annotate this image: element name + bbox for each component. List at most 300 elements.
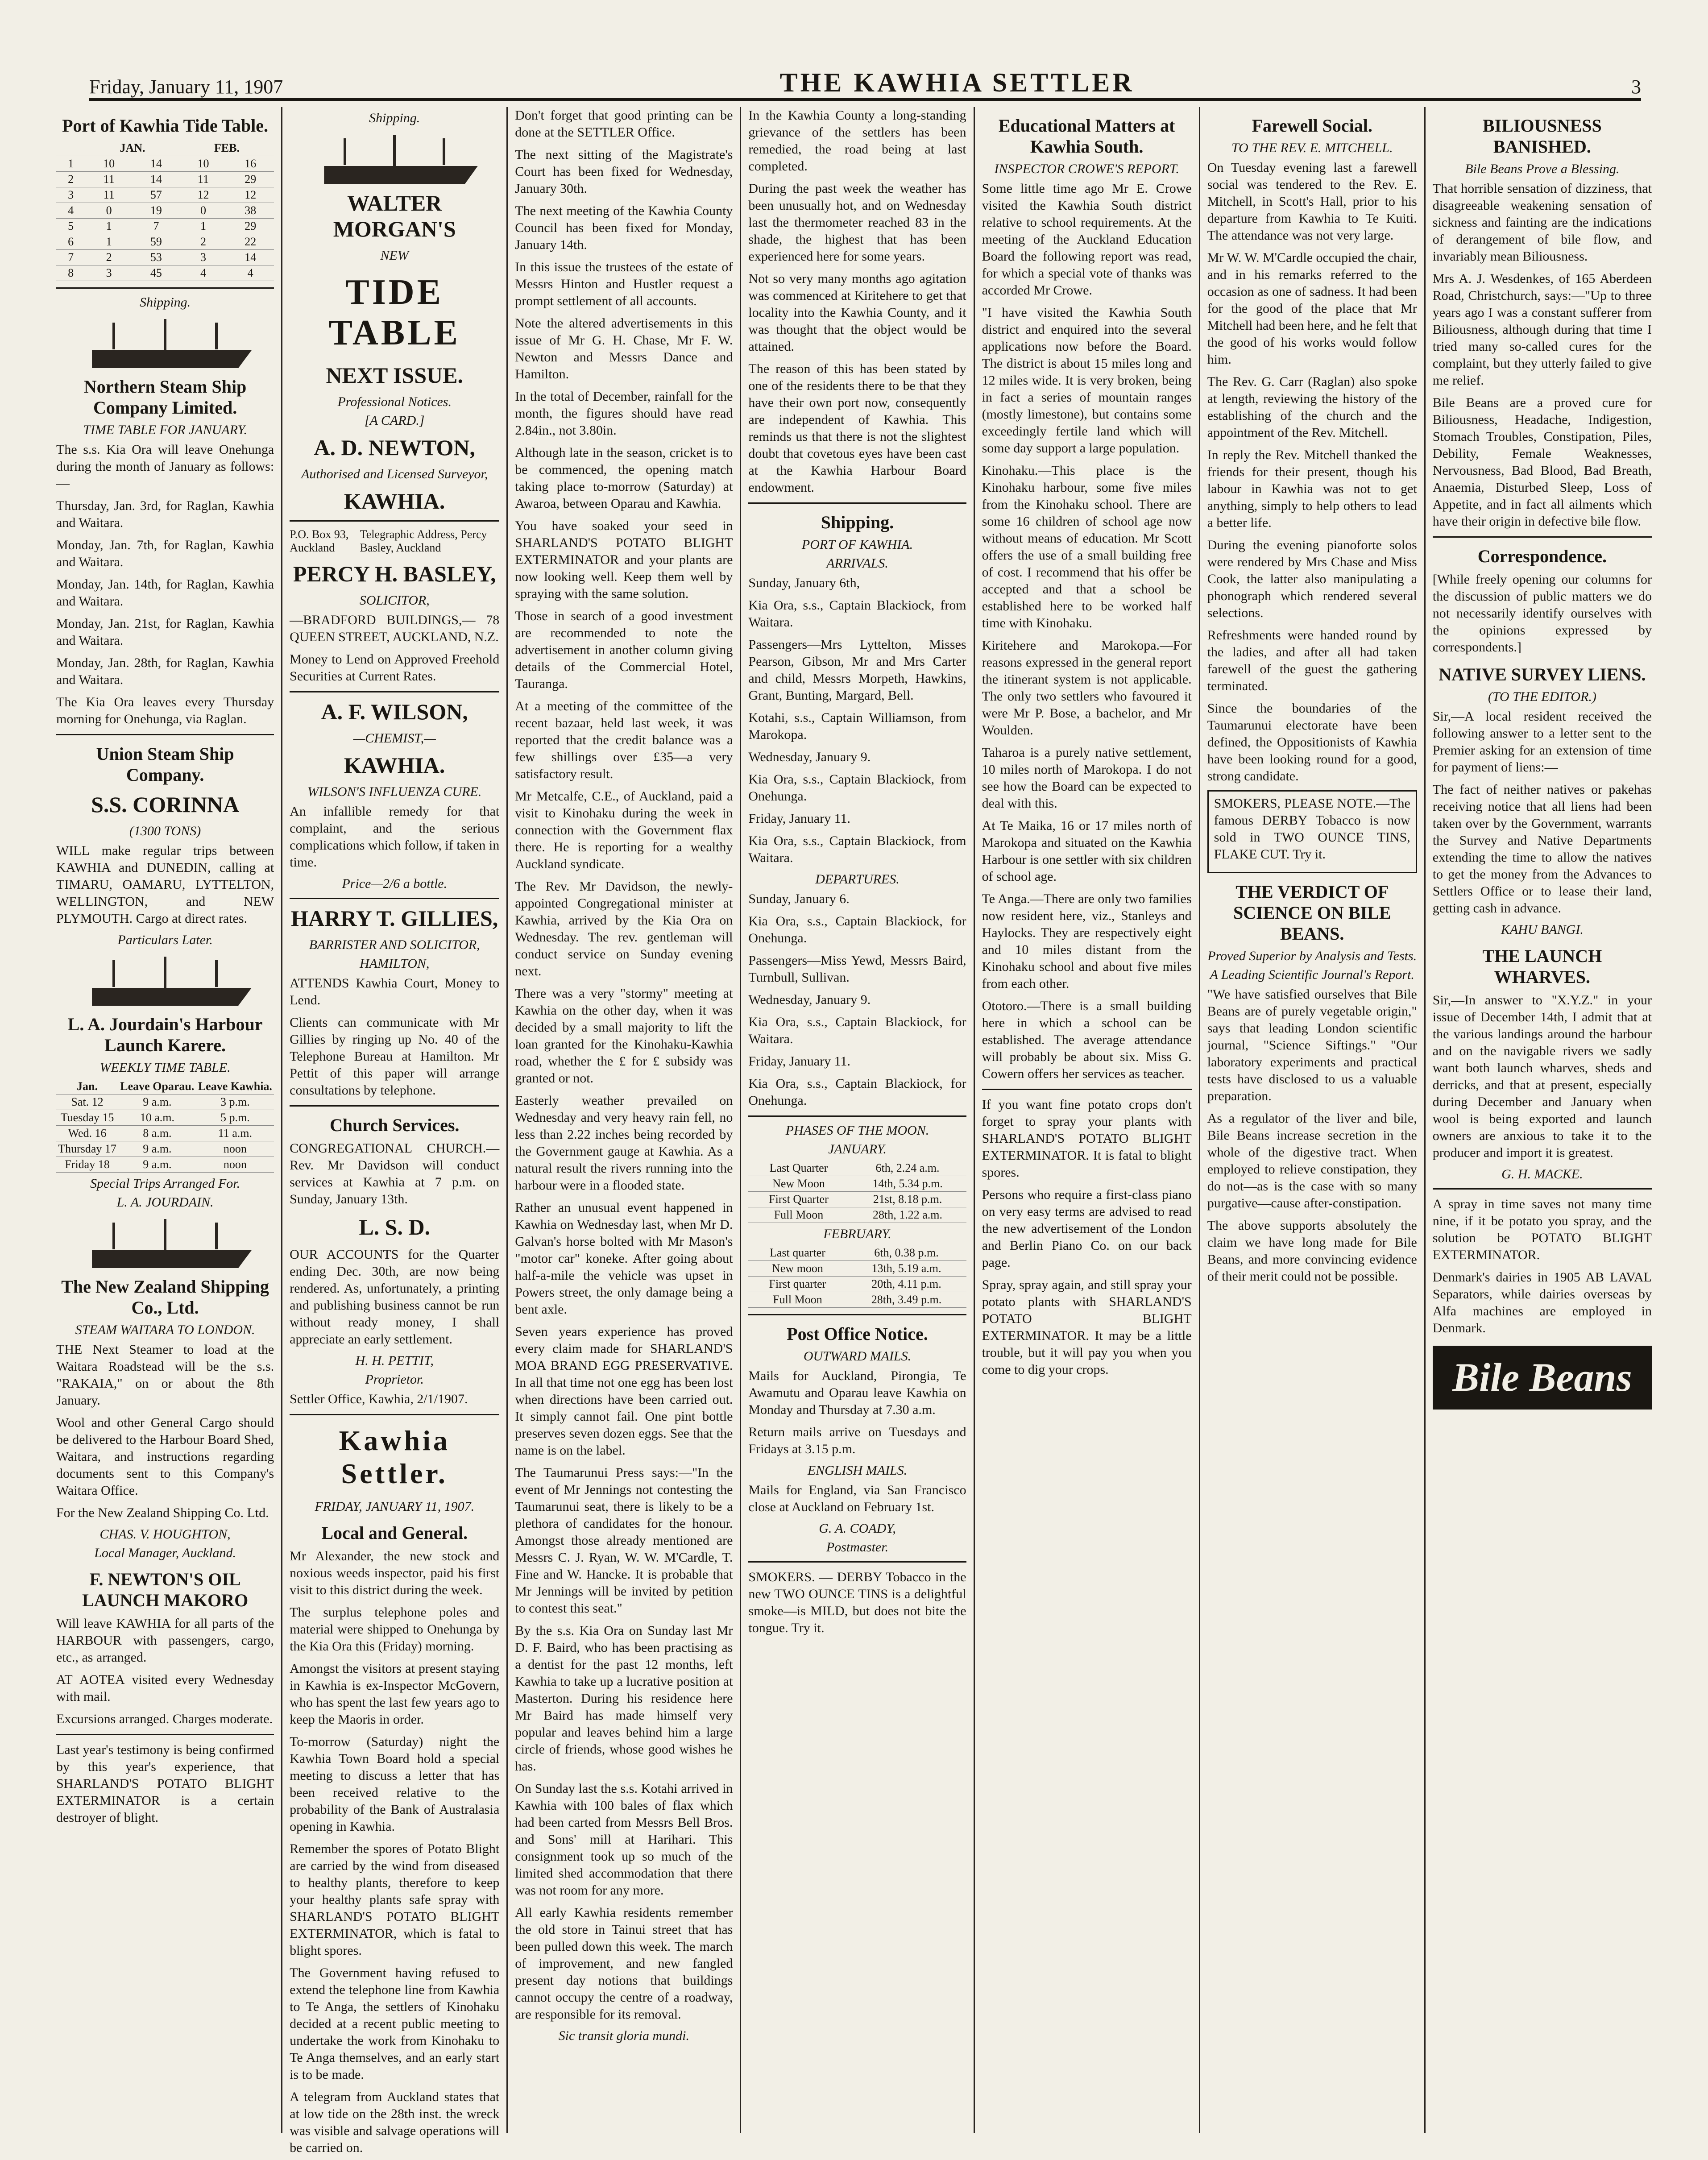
corinna-footer: Particulars Later.: [117, 933, 213, 947]
education-paragraph: Spray, spray again, and still spray your potato plants with SHARLAND'S POTATO BLIGHT EXTERMINATOR. It may be a little trouble, but it will pay you when you come to dig your crops.: [982, 1277, 1192, 1377]
divider: [290, 898, 499, 899]
farewell-subheading: TO THE REV. E. MITCHELL.: [1231, 141, 1393, 155]
farewell-paragraph: Mr W. W. M'Cardle occupied the chair, and in his remarks referred to the occasion as one of sadness. It had been for the good of the place that Mr Mitchell had been here, and he felt that the good of his works would follow him.: [1207, 250, 1417, 367]
tide-cell: 3: [180, 250, 227, 265]
nzsc-agent: CHAS. V. HOUGHTON,: [99, 1527, 231, 1542]
departure-entry: Sunday, January 6.: [748, 891, 850, 906]
launch-table: [56, 1079, 274, 1173]
news-paragraph: By the s.s. Kia Ora on Sunday last Mr D. F. Baird, who has been practising as a dentist for the past 12 months, left Kawhia to take up a lucrative position at Masterton. During his residence here Mr Baird has made himself very popular and leaves behind him a large circle of friends, whose good wishes he has.: [515, 1623, 733, 1774]
news-paragraph: The Rev. Mr Davidson, the newly-appointed Congregational minister at Kawhia, arrived by the Kia Ora on Wednesday. The rev. gentleman will conduct service on Sunday evening next.: [515, 879, 733, 978]
tide-row: [56, 156, 274, 172]
launch-owner: L. A. JOURDAIN.: [116, 1195, 214, 1210]
launch-row: [56, 1126, 274, 1141]
columns: [49, 107, 1659, 2155]
smokers-text: SMOKERS. — DERBY Tobacco in the new TWO OUNCE TINS is a delightful smoke—is MILD, but does not bite the tongue. Try it.: [748, 1570, 966, 1635]
bile-paragraph: Mrs A. J. Wesdenkes, of 165 Aberdeen Road, Christchurch, says:—"Up to three years ago I was a constant sufferer from Biliousness, although during that time I tried many so-called cures for the complaint, but they utterly failed to give me relief.: [1432, 271, 1652, 388]
launch-header: Jan.: [56, 1079, 118, 1095]
tide-cell: 3: [56, 187, 85, 203]
bile-subheading: Bile Beans Prove a Blessing.: [1465, 162, 1620, 176]
news-paragraph: The next sitting of the Magistrate's Court has been fixed for Wednesday, January 30th.: [515, 147, 733, 196]
bile-paragraph: That horrible sensation of dizziness, that disagreeable weakening sensation of sickness and fainting are the indications of derangement of bile flow, and invariably mean Biliousness.: [1432, 181, 1652, 264]
tide-header-feb: FEB.: [180, 141, 274, 156]
divider: [290, 1105, 499, 1107]
basley-box: P.O. Box 93, Auckland: [290, 528, 349, 554]
divider: [748, 1561, 966, 1563]
divider: [290, 1414, 499, 1415]
moon-time: 13th, 5.19 a.m.: [846, 1261, 966, 1277]
divider: [56, 287, 274, 289]
divider: [1433, 536, 1652, 538]
news-paragraph: All early Kawhia residents remember the old store in Tainui street that has been pulled down this week. The march of improvement, and new fangled present day notions that buildings cannot occupy the centre of a roadway, are responsible for its removal.: [515, 1905, 733, 2022]
shipping-heading: Shipping.: [139, 295, 191, 310]
launch-illustration: [78, 952, 253, 1006]
divider: [748, 1314, 966, 1315]
basley-title: SOLICITOR,: [359, 593, 430, 608]
tide-table: [56, 141, 274, 281]
education-paragraph: Kinohaku.—This place is the Kinohaku harbour, some five miles from the Kinohaku school. There are some 16 children of school age now without means of education. Mr Scott offers the use of a small building free of cost. I recommend that his offer be accepted and that a school be established here to be worked half time with Kinohaku.: [982, 463, 1192, 630]
bile-beans-banner: Bile Beans: [1433, 1346, 1652, 1410]
news-paragraph: The Taumarunui Press says:—"In the event of Mr Jennings not contesting the Taumarunui seat, there is likely to be a plethora of candidates for the honour. Amongst those already mentioned are Messrs C. J. Ryan, W. W. M'Cardle, T. Fine and W. Hancke. It is probable that Mr Jennings will be invited by petition to contest this seat.": [515, 1465, 733, 1616]
tide-cell: 14: [133, 156, 180, 172]
english-mails: ENGLISH MAILS.: [807, 1463, 908, 1478]
wilson-place: KAWHIA.: [344, 753, 445, 778]
nsc-sailing: Monday, Jan. 14th, for Raglan, Kawhia and Waitara.: [56, 577, 274, 609]
moon-row: [748, 1245, 966, 1261]
port-heading: PORT OF KAWHIA.: [801, 537, 913, 552]
tide-cell: 14: [227, 250, 274, 265]
tide-cell: 7: [133, 219, 180, 234]
verdict-subheading: Proved Superior by Analysis and Tests.: [1207, 949, 1417, 963]
news-paragraph: On Sunday last the s.s. Kotahi arrived in Kawhia with 100 bales of flax which had been carted from Messrs Bell Bros. and Sons' mill at Harihari. This consignment took up so much of the limited shed accommodation that there was not room for any more.: [515, 1781, 733, 1898]
arrival-entry: Wednesday, January 9.: [748, 750, 871, 764]
arrival-entry: Kotahi, s.s., Captain Williamson, from Marokopa.: [748, 710, 966, 742]
church-text: CONGREGATIONAL CHURCH.—Rev. Mr Davidson will conduct services at Kawhia at 7 p.m. on Sunday, January 13th.: [290, 1141, 500, 1206]
shipping-heading: Shipping.: [821, 512, 894, 532]
shipping-label: Shipping.: [369, 111, 420, 125]
arrival-entry: Kia Ora, s.s., Captain Blackiock, from Waitara.: [748, 598, 966, 630]
tide-cell: 22: [227, 234, 274, 250]
launch-cell: 3 p.m.: [196, 1095, 274, 1110]
arrivals-heading: ARRIVALS.: [826, 556, 888, 571]
arrival-entry: Friday, January 11.: [748, 811, 850, 826]
professional-label: Professional Notices.: [337, 394, 452, 409]
education-paragraph: Kiritehere and Marokopa.—For reasons expressed in the general report the itinerant system is not applicable. The only two settlers who favoured it were Mr P. Bose, a bachelor, and Mr Woulden.: [982, 638, 1192, 738]
correspondence-note: [While freely opening our columns for the discussion of public matters we do not necessarily identify ourselves with the opinions expressed by correspondents.]: [1432, 572, 1652, 655]
departure-entry: Passengers—Miss Yewd, Messrs Baird, Turnbull, Sullivan.: [748, 953, 966, 985]
closing-text: A spray in time saves not many time nine, if it be potato you spray, and the solution be POTATO BLIGHT EXTERMINATOR.: [1432, 1197, 1652, 1262]
tide-cell: 11: [85, 187, 133, 203]
steamship-illustration: [78, 315, 253, 368]
tide-cell: 2: [85, 250, 133, 265]
launch-cell: Friday 18: [56, 1157, 118, 1173]
tide-row: [56, 187, 274, 203]
tide-cell: 53: [133, 250, 180, 265]
newton-title: Authorised and Licensed Surveyor,: [301, 467, 488, 481]
moon-phase: First Quarter: [748, 1192, 849, 1207]
gillies-place: HAMILTON,: [360, 956, 430, 971]
masthead-date: Friday, January 11, 1907: [89, 76, 283, 98]
farewell-paragraph: On Tuesday evening last a farewell social was tendered to the Rev. E. Mitchell, in Scott's Hall, prior to his departure from Kawhia to Te Kuiti. The attendance was not very large.: [1207, 160, 1417, 243]
moon-row: [748, 1176, 966, 1192]
farewell-paragraph: Refreshments were handed round by the ladies, and after all had taken farewell of the guest the gathering terminated.: [1207, 628, 1417, 693]
launch-header: Leave Oparau.: [118, 1079, 196, 1095]
tide-cell: 1: [56, 156, 85, 172]
nzsc-illustration: [78, 1215, 253, 1268]
tide-cell: 8: [56, 265, 85, 281]
local-heading: Local and General.: [321, 1523, 468, 1543]
nzsc-text2: Wool and other General Cargo should be delivered to the Harbour Board Shed, Waitara, and instructions regarding documents sent to this Company's Waitara Office.: [56, 1415, 274, 1498]
divider: [982, 1089, 1192, 1090]
tide-row: [56, 265, 274, 281]
news-paragraph: At a meeting of the committee of the recent bazaar, held last week, it was reported that the credit balance was a few shillings over £35—a very satisfactory result.: [515, 699, 733, 781]
moon-table-feb: [748, 1245, 966, 1308]
nsc-footer: The Kia Ora leaves every Thursday morning for Onehunga, via Raglan.: [56, 695, 274, 726]
tide-cell: 10: [180, 156, 227, 172]
arrival-entry: Sunday, January 6th,: [748, 576, 860, 590]
local-paragraph: To-morrow (Saturday) night the Kawhia Town Board hold a special meeting to discuss a letter that has been received relative to the probability of the Bank of Australasia opening in Kawhia.: [290, 1734, 500, 1834]
local-paragraph: Mr Alexander, the new stock and noxious weeds inspector, paid his first visit to this district during the week.: [290, 1549, 500, 1597]
usc-heading: Union Steam Ship Company.: [96, 744, 234, 785]
departure-entry: Wednesday, January 9.: [748, 992, 871, 1007]
correspondence-heading: Correspondence.: [1477, 546, 1607, 566]
news-paragraph: You have soaked your seed in SHARLAND'S POTATO BLIGHT EXTERMINATOR and your plants are now looking well. Keep them well by spraying with the same solution.: [515, 518, 733, 601]
education-paragraph: Ototoro.—There is a small building here in which a school can be established. The average attendance will probably be about six. Miss G. Cowern offers her services as teacher.: [982, 999, 1192, 1081]
nsc-sailing: Monday, Jan. 28th, for Raglan, Kawhia and Waitara.: [56, 655, 274, 687]
tide-cell: 16: [227, 156, 274, 172]
tide-row: [56, 234, 274, 250]
nsc-sailing: Monday, Jan. 7th, for Raglan, Kawhia and Waitara.: [56, 538, 274, 569]
masthead-title: THE KAWHIA SETTLER: [779, 68, 1135, 97]
closing-text2: Denmark's dairies in 1905 AB LAVAL Separators, while dairies overseas by Alfa machines are employed in Denmark.: [1432, 1270, 1652, 1335]
moon-phase: Full Moon: [748, 1207, 849, 1223]
moon-row: [748, 1207, 966, 1223]
farewell-paragraph: During the evening pianoforte solos were rendered by Mrs Chase and Miss Cook, the latter also manipulating a phonograph which rendered several selections.: [1207, 538, 1417, 620]
launch-cell: 9 a.m.: [118, 1141, 196, 1157]
launch-footer: Special Trips Arranged For.: [90, 1176, 240, 1191]
divider: [748, 502, 966, 504]
news-paragraph: Note the altered advertisements in this issue of Mr G. H. Chase, Mr F. W. Newton and Messrs Dance and Hamilton.: [515, 316, 733, 381]
basley-contact-row: [290, 528, 499, 555]
column-7: [1426, 107, 1659, 2133]
bile-paragraph: Bile Beans are a proved cure for Biliousness, Headache, Indigestion, Stomach Troubles, Constipation, Piles, Debility, Female Weaknesses, Nervousness, Bad Blood, Bad Breath, Anaemia, Disturbed Sleep, Loss of Appetite, and in fact all ailments which have their origin in defective bile flow.: [1432, 395, 1652, 529]
newton-name: A. D. NEWTON,: [314, 435, 476, 460]
nzsc-agent-line: For the New Zealand Shipping Co. Ltd.: [56, 1505, 269, 1520]
launch-header: Leave Kawhia.: [196, 1079, 274, 1095]
wilson-name: A. F. WILSON,: [321, 699, 468, 724]
column-5: [975, 107, 1200, 2133]
newton-place: KAWHIA.: [344, 489, 445, 514]
smokers-box: [1207, 790, 1417, 873]
wharves-heading: THE LAUNCH WHARVES.: [1482, 946, 1602, 987]
tide-row: [56, 219, 274, 234]
tide-cell: 29: [227, 219, 274, 234]
moon-phase: Last quarter: [748, 1245, 846, 1261]
tide-cell: 10: [85, 156, 133, 172]
tide-row: [56, 203, 274, 219]
nsc-sailing: Monday, Jan. 21st, for Raglan, Kawhia and Waitara.: [56, 616, 274, 648]
nsc-heading: Northern Steam Ship Company Limited.: [83, 377, 247, 418]
column-3: [508, 107, 741, 2133]
divider: [56, 1734, 274, 1735]
to-editor: (TO THE EDITOR.): [1488, 689, 1596, 704]
tide-cell: 7: [56, 250, 85, 265]
news-paragraph: There was a very "stormy" meeting at Kawhia on the other day, when it was decided by a small majority to lift the loan granted for the Kinohaku-Kawhia road, whether the £ for £ subsidy was granted or not.: [515, 986, 733, 1086]
post-heading: Post Office Notice.: [787, 1324, 928, 1344]
tide-cell: 38: [227, 203, 274, 219]
corinna-text: WILL make regular trips between KAWHIA and DUNEDIN, calling at TIMARU, OAMARU, LYTTELTON, WELLINGTON, and NEW PLYMOUTH. Cargo at direct rates.: [56, 843, 274, 926]
moon-february: FEBRUARY.: [823, 1227, 891, 1241]
post-sign: G. A. COADY,: [819, 1521, 896, 1536]
verdict-paragraph: As a regulator of the liver and bile, Bile Beans increase secretion in the whole of the digestive tract. When employed to relieve constipation, they do not—as is the case with so many purgative—cause after-constipation.: [1207, 1111, 1417, 1211]
column-4: [741, 107, 974, 2133]
launch-row: [56, 1110, 274, 1126]
tide-header-row: [56, 141, 274, 156]
departure-entry: Friday, January 11.: [748, 1054, 850, 1069]
departure-entry: Kia Ora, s.s., Captain Blackiock, for Onehunga.: [748, 1076, 966, 1108]
moon-phase: Full Moon: [748, 1292, 846, 1308]
moon-table-jan: [748, 1161, 966, 1223]
corinna-tons: (1300 TONS): [129, 824, 201, 838]
tide-cell: 4: [56, 203, 85, 219]
gillies-name: HARRY T. GILLIES,: [291, 906, 498, 931]
latin-line: Sic transit gloria mundi.: [558, 2028, 690, 2043]
moon-row: [748, 1161, 966, 1176]
local-paragraph: The Government having refused to extend the telephone line from Kawhia to Te Anga, the settlers of Kinohaku decided at a recent public meeting to undertake the work from Kinohaku to Te Anga themselves, and an early start is to be made.: [290, 1965, 500, 2082]
launch-header-row: [56, 1079, 274, 1095]
tide-table-title: Port of Kawhia Tide Table.: [62, 116, 269, 136]
moon-time: 21st, 8.18 p.m.: [849, 1192, 966, 1207]
launch-cell: 9 a.m.: [118, 1095, 196, 1110]
moon-time: 6th, 2.24 a.m.: [849, 1161, 966, 1176]
departures-heading: DEPARTURES.: [815, 872, 900, 887]
arrival-entry: Kia Ora, s.s., Captain Blackiock, from Onehunga.: [748, 772, 966, 804]
tide-cell: 2: [56, 172, 85, 187]
moon-phase: First quarter: [748, 1277, 846, 1292]
launch-cell: noon: [196, 1157, 274, 1173]
news-paragraph: The reason of this has been stated by one of the residents there to be that they have their own port now, consequently are independent of Kawhia. This reminds us that there is not the slightest doubt that covetous eyes have been cast at the Kawhia Harbour Board endowment.: [748, 361, 966, 495]
departure-entry: Kia Ora, s.s., Captain Blackiock, for Waitara.: [748, 1015, 966, 1046]
news-paragraph: Easterly weather prevailed on Wednesday and very heavy rain fell, no less than 2.22 inches being recorded by the Government gauge at Kawhia. As a natural result the rivers running into the harbour were in a flooded state.: [515, 1093, 733, 1193]
masthead-page-number: 3: [1631, 76, 1641, 98]
tide-header-day: [56, 141, 85, 156]
moon-time: 6th, 0.38 p.m.: [846, 1245, 966, 1261]
arrival-entry: Kia Ora, s.s., Captain Blackiock, from Waitara.: [748, 833, 966, 865]
lsd-office: Settler Office, Kawhia, 2/1/1907.: [290, 1392, 468, 1406]
tide-cell: 59: [133, 234, 180, 250]
farewell-paragraph: The Rev. G. Carr (Raglan) also spoke at length, reviewing the history of the establishing of the church and the appointment of the Rev. Mitchell.: [1207, 374, 1417, 440]
news-paragraph: Not so very many months ago agitation was commenced at Kiritehere to get that locality into the Kawhia County, and it was thought that the object would be attained.: [748, 271, 966, 354]
launch-cell: Sat. 12: [56, 1095, 118, 1110]
post-sign-title: Postmaster.: [826, 1540, 889, 1555]
tide-cell: 14: [133, 172, 180, 187]
tide-header-jan: JAN.: [85, 141, 179, 156]
bile-heading: BILIOUSNESS BANISHED.: [1482, 116, 1602, 157]
basley-telegraph: Telegraphic Address, Percy Basley, Auckland: [360, 528, 487, 554]
card-label: [A CARD.]: [364, 413, 425, 428]
tide-cell: 4: [180, 265, 227, 281]
wilson-text: An infallible remedy for that complaint, and the serious complications which follow, if taken in time.: [290, 804, 500, 870]
education-paragraph: Te Anga.—There are only two families now resident here, viz., Stanleys and Haylocks. They are respectively eight and 10 miles distant from the Kinohaku school and about five miles from each other.: [982, 891, 1192, 991]
tide-cell: 4: [227, 265, 274, 281]
moon-row: [748, 1261, 966, 1277]
paper-title: Kawhia Settler.: [339, 1425, 450, 1489]
education-heading: Educational Matters at Kawhia South.: [998, 116, 1175, 157]
basley-address: —BRADFORD BUILDINGS,— 78 QUEEN STREET, AUCKLAND, N.Z.: [290, 613, 500, 644]
divider: [56, 734, 274, 735]
tide-cell: 2: [180, 234, 227, 250]
column-1: [49, 107, 282, 2133]
native-text2: The fact of neither natives or pakehas receiving notice that all liens had been taken over by the Government, warrants the Survey and Native Departments extending the time to allow the natives to get the money from the Advances to Settlers Office or to lease their land, getting cash in advance.: [1432, 782, 1652, 916]
tide-cell: 0: [85, 203, 133, 219]
news-paragraph: In this issue the trustees of the estate of Messrs Hinton and Hustler request a prompt settlement of all accounts.: [515, 260, 733, 308]
basley-name: PERCY H. BASLEY,: [293, 561, 496, 586]
tide-cell: 5: [56, 219, 85, 234]
newton-launch-text: Will leave KAWHIA for all parts of the HARBOUR with passengers, cargo, etc., as arranged.: [56, 1616, 274, 1665]
nzsc-text: THE Next Steamer to load at the Waitara Roadstead will be the s.s. "RAKAIA," on or about the 8th January.: [56, 1342, 274, 1408]
tide-cell: 45: [133, 265, 180, 281]
moon-phase: Last Quarter: [748, 1161, 849, 1176]
verdict-paragraph: The above supports absolutely the claim we have long made for Bile Beans, and more convincing evidence of their merit could not be possible.: [1207, 1218, 1417, 1284]
moon-time: 28th, 3.49 p.m.: [846, 1292, 966, 1308]
column-2: [282, 107, 508, 2155]
next-issue-label: NEXT ISSUE.: [326, 363, 463, 388]
education-paragraph: Some little time ago Mr E. Crowe visited the Kawhia South district relative to school requirements. At the meeting of the Auckland Education Board the following report was read, for which a special vote of thanks was accorded Mr Crowe.: [982, 181, 1192, 298]
gillies-text2: Clients can communicate with Mr Gillies by ringing up No. 40 of the Telephone Bureau at Hamilton. Mr Pettit of this paper will arrange consultations by telephone.: [290, 1015, 500, 1098]
wilson-title: —CHEMIST,—: [353, 731, 436, 746]
farewell-paragraph: Since the boundaries of the Taumarunui electorate have been defined, the Oppositionists of Kawhia have been looking round for a good, strong candidate.: [1207, 701, 1417, 784]
morgan-illustration: [311, 130, 478, 184]
tide-cell: 57: [133, 187, 180, 203]
local-paragraph: Amongst the visitors at present staying in Kawhia is ex-Inspector McGovern, who has spent the last few years ago to keep the Maoris in order.: [290, 1661, 500, 1727]
tide-cell: 6: [56, 234, 85, 250]
divider: [290, 520, 499, 522]
moon-row: [748, 1277, 966, 1292]
news-paragraph: Those in search of a good investment are recommended to note the advertisement in another column giving details of the Commercial Hotel, Tauranga.: [515, 609, 733, 691]
col1-bottom-text: Last year's testimony is being confirmed by this year's experience, that SHARLAND'S POTATO BLIGHT EXTERMINATOR is a certain destroyer of blight.: [56, 1742, 274, 1825]
local-paragraph: Remember the spores of Potato Blight are carried by the wind from diseased to healthy plants, therefore to keep your healthy plants safe spray with SHARLAND'S POTATO BLIGHT EXTERMINATOR, which is fatal to blight spores.: [290, 1841, 500, 1958]
nsc-subheading: TIME TABLE FOR JANUARY.: [83, 423, 247, 437]
verdict-paragraph: "We have satisfied ourselves that Bile Beans are of purely vegetable origin," says that leading London scientific journal, "Science Siftings." "Our laboratory experiments and practical tests have disclosed to us a valuable preparation.: [1207, 987, 1417, 1103]
wilson-product: WILSON'S INFLUENZA CURE.: [307, 784, 482, 799]
masthead: [89, 62, 1641, 101]
launch-cell: 5 p.m.: [196, 1110, 274, 1126]
nzsc-heading: The New Zealand Shipping Co., Ltd.: [61, 1277, 269, 1318]
tide-cell: 12: [180, 187, 227, 203]
lsd-sign: H. H. PETTIT,: [355, 1353, 434, 1368]
nzsc-agent-title: Local Manager, Auckland.: [94, 1546, 236, 1560]
launch-subheading: WEEKLY TIME TABLE.: [99, 1060, 231, 1075]
lsd-sign-title: Proprietor.: [365, 1372, 424, 1387]
launch-cell: 10 a.m.: [118, 1110, 196, 1126]
launch-cell: noon: [196, 1141, 274, 1157]
new-label: NEW: [380, 248, 409, 263]
news-paragraph: In the total of December, rainfall for the month, the figures should have read 2.84in., not 3.80in.: [515, 389, 733, 438]
wilson-price: Price—2/6 a bottle.: [342, 876, 448, 891]
nsc-sailing: Thursday, Jan. 3rd, for Raglan, Kawhia and Waitara.: [56, 498, 274, 530]
launch-row: [56, 1157, 274, 1173]
launch-cell: Thursday 17: [56, 1141, 118, 1157]
tide-cell: 0: [180, 203, 227, 219]
moon-january: JANUARY.: [828, 1142, 887, 1157]
news-paragraph: The next meeting of the Kawhia County Council has been fixed for Monday, January 14th.: [515, 203, 733, 252]
news-paragraph: Rather an unusual event happened in Kawhia on Wednesday last, when Mr D. Galvan's horse bolted with Mr Mason's "motor car" koneke. After going about half-a-mile the vehicle was upset in Powers street, the only damage being a bent axle.: [515, 1200, 733, 1317]
local-paragraph: A telegram from Auckland states that at low tide on the 28th inst. the wreck was visible and salvage operations will be carried on.: [290, 2090, 500, 2155]
newton-launch-text3: Excursions arranged. Charges moderate.: [56, 1712, 273, 1726]
nzsc-subheading: STEAM WAITARA TO LONDON.: [75, 1323, 255, 1337]
verdict-heading: THE VERDICT OF SCIENCE ON BILE BEANS.: [1233, 882, 1391, 944]
departure-entry: Kia Ora, s.s., Captain Blackiock, for Onehunga.: [748, 914, 966, 945]
arrival-entry: Passengers—Mrs Lyttelton, Misses Pearson, Gibson, Mr and Mrs Carter and child, Messrs Morpeth, Hawkins, Grant, Bunting, Margard, Bell.: [748, 637, 966, 703]
farewell-paragraph: In reply the Rev. Mitchell thanked the friends for their present, though his labour in Kawhia was not to get anything, simply to help others to lead a better life.: [1207, 448, 1417, 530]
tide-cell: 1: [180, 219, 227, 234]
local-paragraph: The surplus telephone poles and material were shipped to Onehunga by the Kia Ora this (Friday) morning.: [290, 1605, 500, 1654]
education-paragraph: Taharoa is a purely native settlement, 10 miles north of Marokopa. I do not see how the Board can be expected to deal with this.: [982, 745, 1192, 811]
moon-phase: New Moon: [748, 1176, 849, 1192]
moon-row: [748, 1292, 966, 1308]
launch-cell: Tuesday 15: [56, 1110, 118, 1126]
basley-note: Money to Lend on Approved Freehold Securities at Current Rates.: [290, 652, 500, 684]
news-paragraph: Don't forget that good printing can be done at the SETTLER Office.: [515, 108, 733, 140]
native-heading: NATIVE SURVEY LIENS.: [1439, 664, 1646, 684]
tide-row: [56, 250, 274, 265]
moon-row: [748, 1192, 966, 1207]
launch-row: [56, 1141, 274, 1157]
education-paragraph: At Te Maika, 16 or 17 miles north of Marokopa and situated on the Kawhia Harbour is one settler with six children of school age.: [982, 818, 1192, 884]
education-paragraph: If you want fine potato crops don't forget to spray your plants with SHARLAND'S POTATO BLIGHT EXTERMINATOR. It is fatal to blight spores.: [982, 1097, 1192, 1180]
moon-time: 20th, 4.11 p.m.: [846, 1277, 966, 1292]
news-paragraph: Although late in the season, cricket is to be commenced, the opening match taking place to-morrow (Saturday) at Awaroa, between Oparau and Kawhia.: [515, 445, 733, 511]
column-6: [1200, 107, 1426, 2133]
tide-cell: 12: [227, 187, 274, 203]
news-paragraph: Mr Metcalfe, C.E., of Auckland, paid a visit to Kinohaku during the week in connection with the Government flax there. He is reporting for a wealthy Auckland syndicate.: [515, 789, 733, 871]
nsc-notice: The s.s. Kia Ora will leave Onehunga during the month of January as follows:—: [56, 442, 274, 491]
post-text: Mails for Auckland, Pirongia, Te Awamutu and Oparau leave Kawhia on Monday and Thursday at 7.30 a.m.: [748, 1368, 966, 1417]
moon-phase: New moon: [748, 1261, 846, 1277]
church-heading: Church Services.: [330, 1115, 460, 1135]
moon-time: 28th, 1.22 a.m.: [849, 1207, 966, 1223]
launch-cell: 9 a.m.: [118, 1157, 196, 1173]
tide-cell: 1: [85, 219, 133, 234]
tide-cell: 29: [227, 172, 274, 187]
paper-date: FRIDAY, JANUARY 11, 1907.: [315, 1499, 475, 1514]
corinna-title: S.S. CORINNA: [91, 792, 240, 817]
tide-cell: 1: [85, 234, 133, 250]
news-paragraph: Seven years experience has proved every claim made for SHARLAND'S MOA BRAND EGG PRESERVATIVE. In all that time not one egg has been lost when directions have been carried out. It simply cannot fail. One pint bottle preserves seven dozen eggs. See that the name is on the label.: [515, 1324, 733, 1458]
education-paragraph: "I have visited the Kawhia South district and enquired into the several applications now before the Board. The district is about 15 miles long and 12 miles wide. It is very broken, being in fact a series of mountain ranges (mostly limestone), but contains some exceedingly fertile land which will some day support a large population.: [982, 305, 1192, 456]
newton-launch-heading: F. NEWTON'S OIL LAUNCH MAKORO: [82, 1569, 249, 1610]
native-sign: KAHU BANGI.: [1501, 922, 1584, 937]
tide-cell: 11: [85, 172, 133, 187]
launch-cell: 8 a.m.: [118, 1126, 196, 1141]
gillies-title: BARRISTER AND SOLICITOR,: [309, 937, 480, 952]
education-subheading: INSPECTOR CROWE'S REPORT.: [994, 162, 1179, 176]
divider: [748, 1115, 966, 1117]
launch-cell: 11 a.m.: [196, 1126, 274, 1141]
launch-heading: L. A. Jourdain's Harbour Launch Karere.: [67, 1014, 263, 1055]
tide-row: [56, 172, 274, 187]
tide-cell: 11: [180, 172, 227, 187]
launch-cell: Wed. 16: [56, 1126, 118, 1141]
verdict-subheading2: A Leading Scientific Journal's Report.: [1210, 967, 1414, 982]
news-paragraph: During the past week the weather has been unusually hot, and on Wednesday last the thermometer reached 83 in the shade, the highest that has been experienced here for some years.: [748, 181, 966, 264]
divider: [290, 691, 499, 692]
gillies-text: ATTENDS Kawhia Court, Money to Lend.: [290, 976, 500, 1007]
post-text2: Return mails arrive on Tuesdays and Fridays at 3.15 p.m.: [748, 1425, 966, 1456]
wharves-text: Sir,—In answer to "X.Y.Z." in your issue of December 14th, I admit that at the various landings around the harbour and on the navigable rivers we sadly want both launch wharves, sheds and derricks, and that at present, especially during December and January when wool is being exported and launch owners are anxious to take it to the producer and import it is greatest.: [1432, 993, 1652, 1160]
newton-launch-text2: AT AOTEA visited every Wednesday with mail.: [56, 1672, 274, 1704]
moon-time: 14th, 5.34 p.m.: [849, 1176, 966, 1192]
lsd-text: OUR ACCOUNTS for the Quarter ending Dec. 30th, are now being rendered. As, unfortunately, a printing and publishing business cannot be run without ready money, I shall appreciate an early settlement.: [290, 1247, 500, 1347]
